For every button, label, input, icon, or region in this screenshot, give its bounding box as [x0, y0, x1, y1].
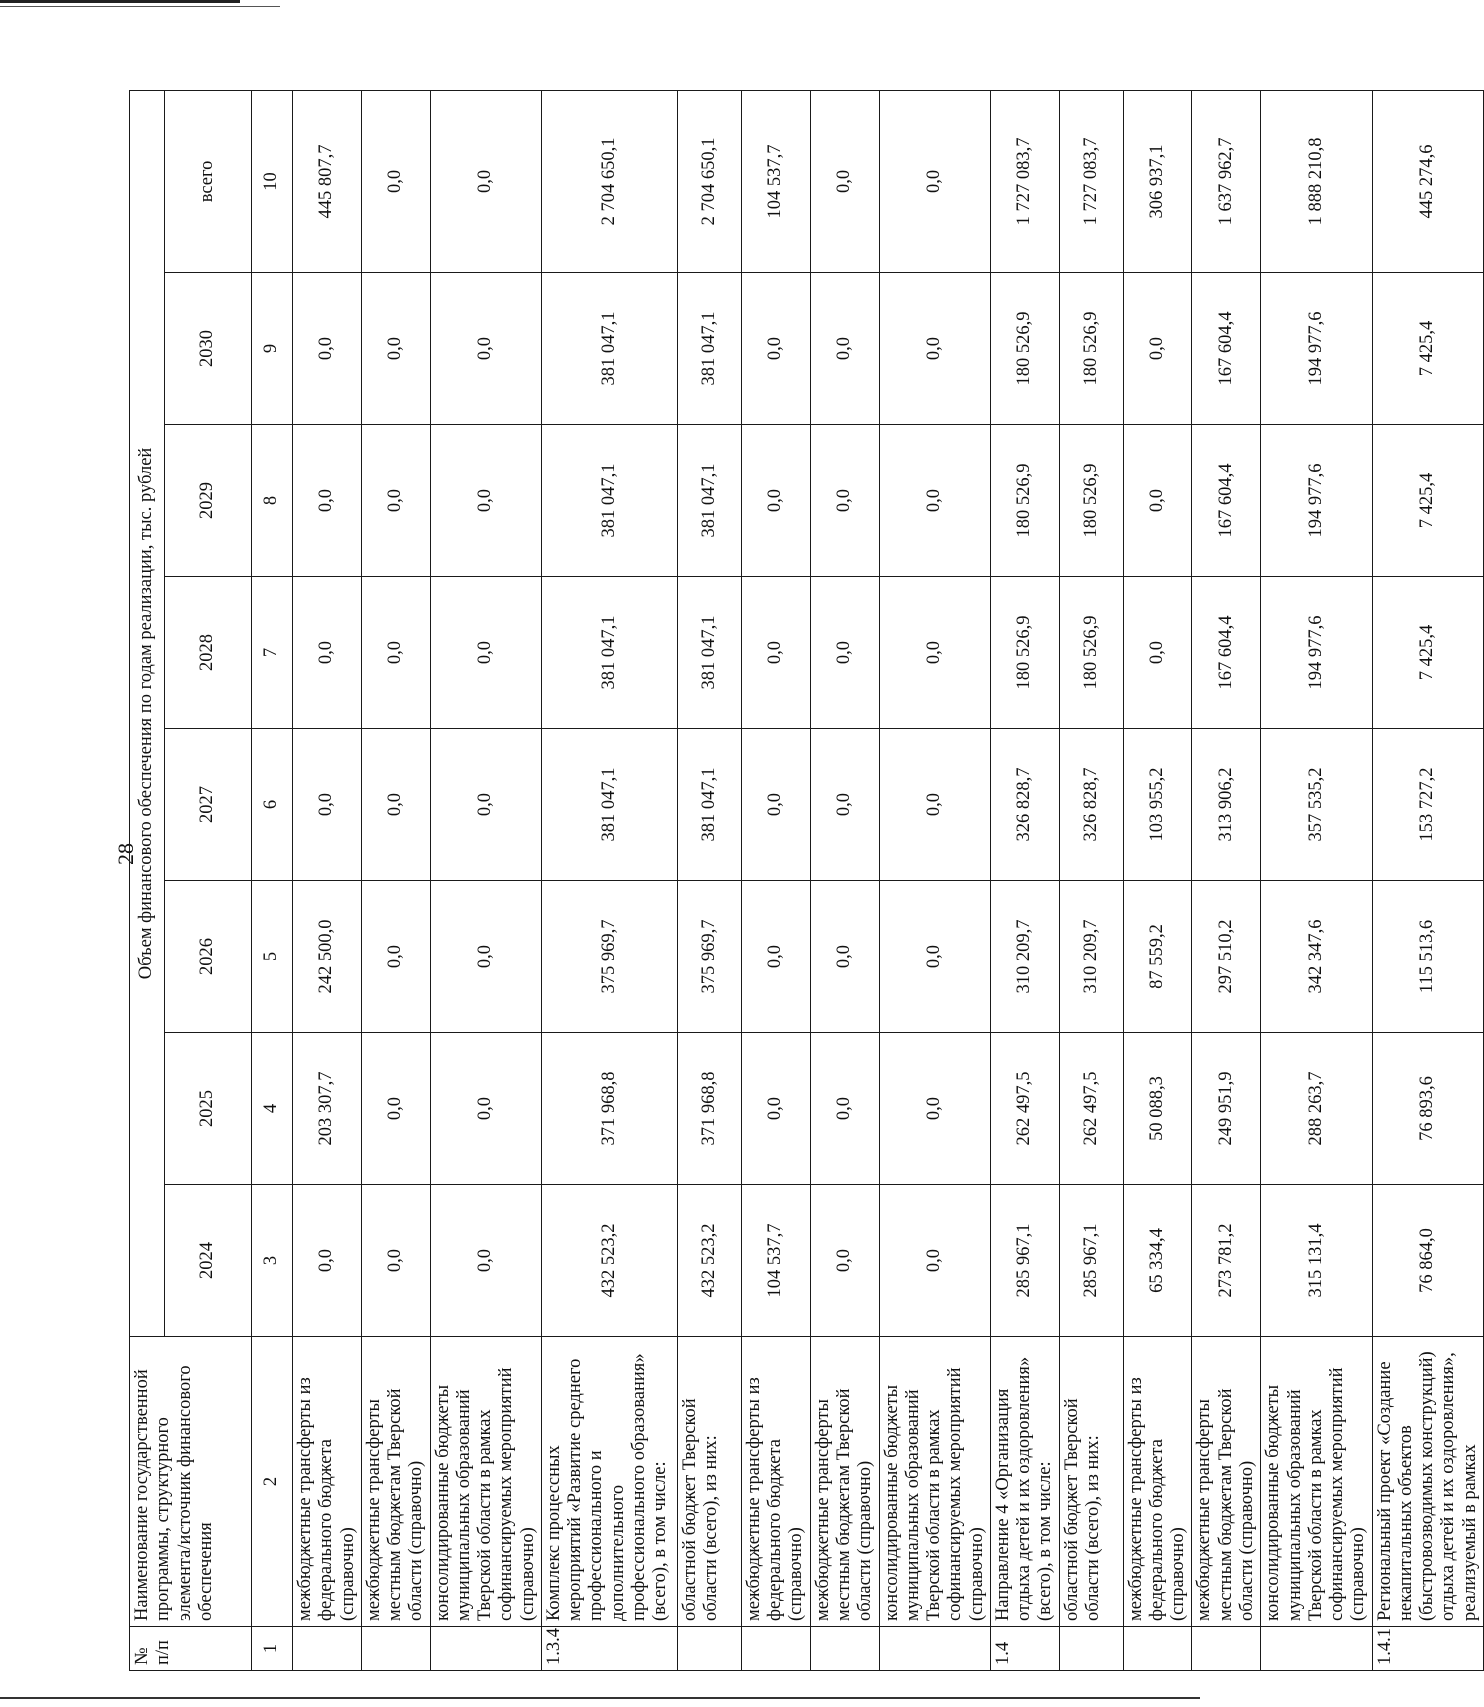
value-cell: 381 047,1 — [677, 577, 741, 729]
value-cell: 381 047,1 — [677, 273, 741, 425]
row-number — [361, 1627, 430, 1671]
value-cell: 0,0 — [741, 273, 810, 425]
column-index: 7 — [252, 577, 293, 729]
header-row-1 — [130, 90, 165, 1670]
row-name: консолидированные бюджеты муниципальных образований Тверской области в рамках софинансируемых мероприятий (справочно) — [430, 1337, 541, 1627]
value-cell: 0,0 — [361, 1033, 430, 1185]
value-cell: 194 977,6 — [1261, 577, 1372, 729]
value-cell: 0,0 — [810, 1185, 879, 1337]
value-cell: 445 274,6 — [1372, 90, 1483, 272]
header-year-2027: 2027 — [165, 729, 252, 881]
row-number: 1.3.4 — [541, 1627, 677, 1671]
value-cell: 0,0 — [361, 729, 430, 881]
value-cell: 194 977,6 — [1261, 273, 1372, 425]
value-cell: 0,0 — [361, 425, 430, 577]
value-cell: 242 500,0 — [293, 881, 362, 1033]
value-cell: 7 425,4 — [1372, 577, 1483, 729]
table-row — [810, 90, 879, 1670]
value-cell: 0,0 — [810, 577, 879, 729]
scan-edge-mark — [0, 0, 240, 3]
value-cell: 0,0 — [810, 881, 879, 1033]
value-cell: 0,0 — [741, 425, 810, 577]
value-cell: 76 864,0 — [1372, 1185, 1483, 1337]
value-cell: 0,0 — [741, 1033, 810, 1185]
table-row — [293, 90, 362, 1670]
value-cell: 0,0 — [810, 273, 879, 425]
table-row — [990, 90, 1059, 1670]
row-name: консолидированные бюджеты муниципальных образований Тверской области в рамках софинансируемых мероприятий (справочно) — [879, 1337, 990, 1627]
value-cell: 65 334,4 — [1123, 1185, 1192, 1337]
value-cell: 0,0 — [810, 425, 879, 577]
value-cell: 375 969,7 — [677, 881, 741, 1033]
row-name: межбюджетные трансферты местным бюджетам Тверской области (справочно) — [361, 1337, 430, 1627]
column-index: 2 — [252, 1337, 293, 1627]
value-cell: 0,0 — [293, 1185, 362, 1337]
value-cell: 381 047,1 — [541, 729, 677, 881]
header-year-2024: 2024 — [165, 1185, 252, 1337]
financing-table — [129, 90, 1484, 1671]
value-cell: 1 727 083,7 — [1059, 90, 1123, 272]
header-name: Наименование государственной программы, структурного элемента/источник финансового обеспечения — [130, 1337, 252, 1627]
value-cell: 0,0 — [293, 577, 362, 729]
value-cell: 0,0 — [293, 729, 362, 881]
value-cell: 50 088,3 — [1123, 1033, 1192, 1185]
value-cell: 288 263,7 — [1261, 1033, 1372, 1185]
value-cell: 0,0 — [810, 729, 879, 881]
value-cell: 0,0 — [741, 577, 810, 729]
value-cell: 375 969,7 — [541, 881, 677, 1033]
row-number — [741, 1627, 810, 1671]
value-cell: 115 513,6 — [1372, 881, 1483, 1033]
column-index: 5 — [252, 881, 293, 1033]
value-cell: 0,0 — [430, 90, 541, 272]
value-cell: 0,0 — [361, 1185, 430, 1337]
value-cell: 381 047,1 — [677, 425, 741, 577]
value-cell: 0,0 — [879, 1033, 990, 1185]
value-cell: 0,0 — [810, 1033, 879, 1185]
value-cell: 313 906,2 — [1192, 729, 1261, 881]
value-cell: 0,0 — [430, 729, 541, 881]
row-number — [1192, 1627, 1261, 1671]
row-name: Комплекс процессных мероприятий «Развитие среднего профессионального и дополнительного профессионального образования» (всего), в том числе: — [541, 1337, 677, 1627]
row-number — [1059, 1627, 1123, 1671]
row-number — [810, 1627, 879, 1671]
row-name: Региональный проект «Создание некапитальных объектов (быстровозводимых конструкций) отдыха детей и их оздоровления», реализуемый в рамках — [1372, 1337, 1483, 1627]
row-name: межбюджетные трансферты из федерального бюджета (справочно) — [293, 1337, 362, 1627]
row-number — [677, 1627, 741, 1671]
value-cell: 167 604,4 — [1192, 425, 1261, 577]
value-cell: 432 523,2 — [541, 1185, 677, 1337]
row-name: межбюджетные трансферты местным бюджетам Тверской области (справочно) — [810, 1337, 879, 1627]
table-row — [430, 90, 541, 1670]
value-cell: 0,0 — [1123, 425, 1192, 577]
table-row — [677, 90, 741, 1670]
value-cell: 0,0 — [1123, 273, 1192, 425]
value-cell: 87 559,2 — [1123, 881, 1192, 1033]
value-cell: 0,0 — [430, 1033, 541, 1185]
value-cell: 0,0 — [430, 425, 541, 577]
header-year-2030: 2030 — [165, 273, 252, 425]
value-cell: 103 955,2 — [1123, 729, 1192, 881]
value-cell: 273 781,2 — [1192, 1185, 1261, 1337]
row-number — [879, 1627, 990, 1671]
table-row — [541, 90, 677, 1670]
row-number — [1261, 1627, 1372, 1671]
header-total: всего — [165, 90, 252, 272]
header-year-2025: 2025 — [165, 1033, 252, 1185]
value-cell: 7 425,4 — [1372, 425, 1483, 577]
value-cell: 297 510,2 — [1192, 881, 1261, 1033]
row-number — [1123, 1627, 1192, 1671]
value-cell: 76 893,6 — [1372, 1033, 1483, 1185]
value-cell: 342 347,6 — [1261, 881, 1372, 1033]
value-cell: 310 209,7 — [1059, 881, 1123, 1033]
value-cell: 0,0 — [361, 881, 430, 1033]
row-number — [293, 1627, 362, 1671]
value-cell: 371 968,8 — [677, 1033, 741, 1185]
value-cell: 0,0 — [879, 729, 990, 881]
value-cell: 2 704 650,1 — [677, 90, 741, 272]
value-cell: 203 307,7 — [293, 1033, 362, 1185]
value-cell: 180 526,9 — [990, 577, 1059, 729]
column-index: 3 — [252, 1185, 293, 1337]
value-cell: 0,0 — [810, 90, 879, 272]
row-name: областной бюджет Тверской области (всего), из них: — [1059, 1337, 1123, 1627]
value-cell: 262 497,5 — [990, 1033, 1059, 1185]
header-year-2029: 2029 — [165, 425, 252, 577]
header-year-2026: 2026 — [165, 881, 252, 1033]
value-cell: 445 807,7 — [293, 90, 362, 272]
value-cell: 285 967,1 — [990, 1185, 1059, 1337]
value-cell: 432 523,2 — [677, 1185, 741, 1337]
value-cell: 315 131,4 — [1261, 1185, 1372, 1337]
value-cell: 0,0 — [430, 273, 541, 425]
value-cell: 180 526,9 — [1059, 425, 1123, 577]
table-row — [1372, 90, 1483, 1670]
table-row — [879, 90, 990, 1670]
table-row — [1123, 90, 1192, 1670]
value-cell: 167 604,4 — [1192, 577, 1261, 729]
value-cell: 326 828,7 — [1059, 729, 1123, 881]
row-name: областной бюджет Тверской области (всего), из них: — [677, 1337, 741, 1627]
value-cell: 0,0 — [879, 273, 990, 425]
value-cell: 0,0 — [293, 425, 362, 577]
column-index-row — [252, 90, 293, 1670]
table-row — [361, 90, 430, 1670]
value-cell: 180 526,9 — [1059, 273, 1123, 425]
column-index: 6 — [252, 729, 293, 881]
column-index: 9 — [252, 273, 293, 425]
value-cell: 0,0 — [361, 90, 430, 272]
value-cell: 371 968,8 — [541, 1033, 677, 1185]
value-cell: 194 977,6 — [1261, 425, 1372, 577]
value-cell: 0,0 — [741, 881, 810, 1033]
value-cell: 357 535,2 — [1261, 729, 1372, 881]
column-index: 8 — [252, 425, 293, 577]
value-cell: 381 047,1 — [541, 425, 677, 577]
rotated-table-wrapper — [129, 91, 1480, 1671]
table-row — [741, 90, 810, 1670]
value-cell: 180 526,9 — [1059, 577, 1123, 729]
value-cell: 381 047,1 — [541, 577, 677, 729]
scan-edge-mark-2 — [0, 6, 280, 7]
value-cell: 0,0 — [879, 577, 990, 729]
row-name: межбюджетные трансферты из федерального бюджета (справочно) — [741, 1337, 810, 1627]
value-cell: 310 209,7 — [990, 881, 1059, 1033]
value-cell: 180 526,9 — [990, 273, 1059, 425]
value-cell: 381 047,1 — [677, 729, 741, 881]
row-number: 1.4.1 — [1372, 1627, 1483, 1671]
value-cell: 0,0 — [879, 90, 990, 272]
value-cell: 7 425,4 — [1372, 273, 1483, 425]
value-cell: 262 497,5 — [1059, 1033, 1123, 1185]
table-row — [1192, 90, 1261, 1670]
page-number: 28 — [113, 843, 138, 865]
value-cell: 326 828,7 — [990, 729, 1059, 881]
value-cell: 0,0 — [430, 577, 541, 729]
row-number: 1.4 — [990, 1627, 1059, 1671]
value-cell: 104 537,7 — [741, 1185, 810, 1337]
header-financing-group: Объем финансового обеспечения по годам реализации, тыс. рублей — [130, 90, 165, 1336]
value-cell: 306 937,1 — [1123, 90, 1192, 272]
value-cell: 1 637 962,7 — [1192, 90, 1261, 272]
header-no: № п/п — [130, 1627, 252, 1671]
value-cell: 104 537,7 — [741, 90, 810, 272]
row-name: консолидированные бюджеты муниципальных образований Тверской области в рамках софинансируемых мероприятий (справочно) — [1261, 1337, 1372, 1627]
header-year-2028: 2028 — [165, 577, 252, 729]
value-cell: 1 888 210,8 — [1261, 90, 1372, 272]
value-cell: 0,0 — [361, 273, 430, 425]
value-cell: 0,0 — [879, 1185, 990, 1337]
value-cell: 0,0 — [1123, 577, 1192, 729]
value-cell: 2 704 650,1 — [541, 90, 677, 272]
row-name: межбюджетные трансферты местным бюджетам Тверской области (справочно) — [1192, 1337, 1261, 1627]
value-cell: 153 727,2 — [1372, 729, 1483, 881]
value-cell: 180 526,9 — [990, 425, 1059, 577]
table-body — [293, 90, 1484, 1670]
value-cell: 0,0 — [879, 881, 990, 1033]
value-cell: 0,0 — [361, 577, 430, 729]
value-cell: 0,0 — [430, 1185, 541, 1337]
row-name: межбюджетные трансферты из федерального бюджета (справочно) — [1123, 1337, 1192, 1627]
value-cell: 1 727 083,7 — [990, 90, 1059, 272]
row-number — [430, 1627, 541, 1671]
scan-bottom-edge — [0, 1697, 1200, 1699]
column-index: 10 — [252, 90, 293, 272]
value-cell: 381 047,1 — [541, 273, 677, 425]
table-row — [1059, 90, 1123, 1670]
value-cell: 249 951,9 — [1192, 1033, 1261, 1185]
column-index: 1 — [252, 1627, 293, 1671]
value-cell: 0,0 — [741, 729, 810, 881]
table-row — [1261, 90, 1372, 1670]
value-cell: 0,0 — [293, 273, 362, 425]
value-cell: 167 604,4 — [1192, 273, 1261, 425]
column-index: 4 — [252, 1033, 293, 1185]
value-cell: 285 967,1 — [1059, 1185, 1123, 1337]
value-cell: 0,0 — [430, 881, 541, 1033]
row-name: Направление 4 «Организация отдыха детей и их оздоровления» (всего), в том числе: — [990, 1337, 1059, 1627]
value-cell: 0,0 — [879, 425, 990, 577]
